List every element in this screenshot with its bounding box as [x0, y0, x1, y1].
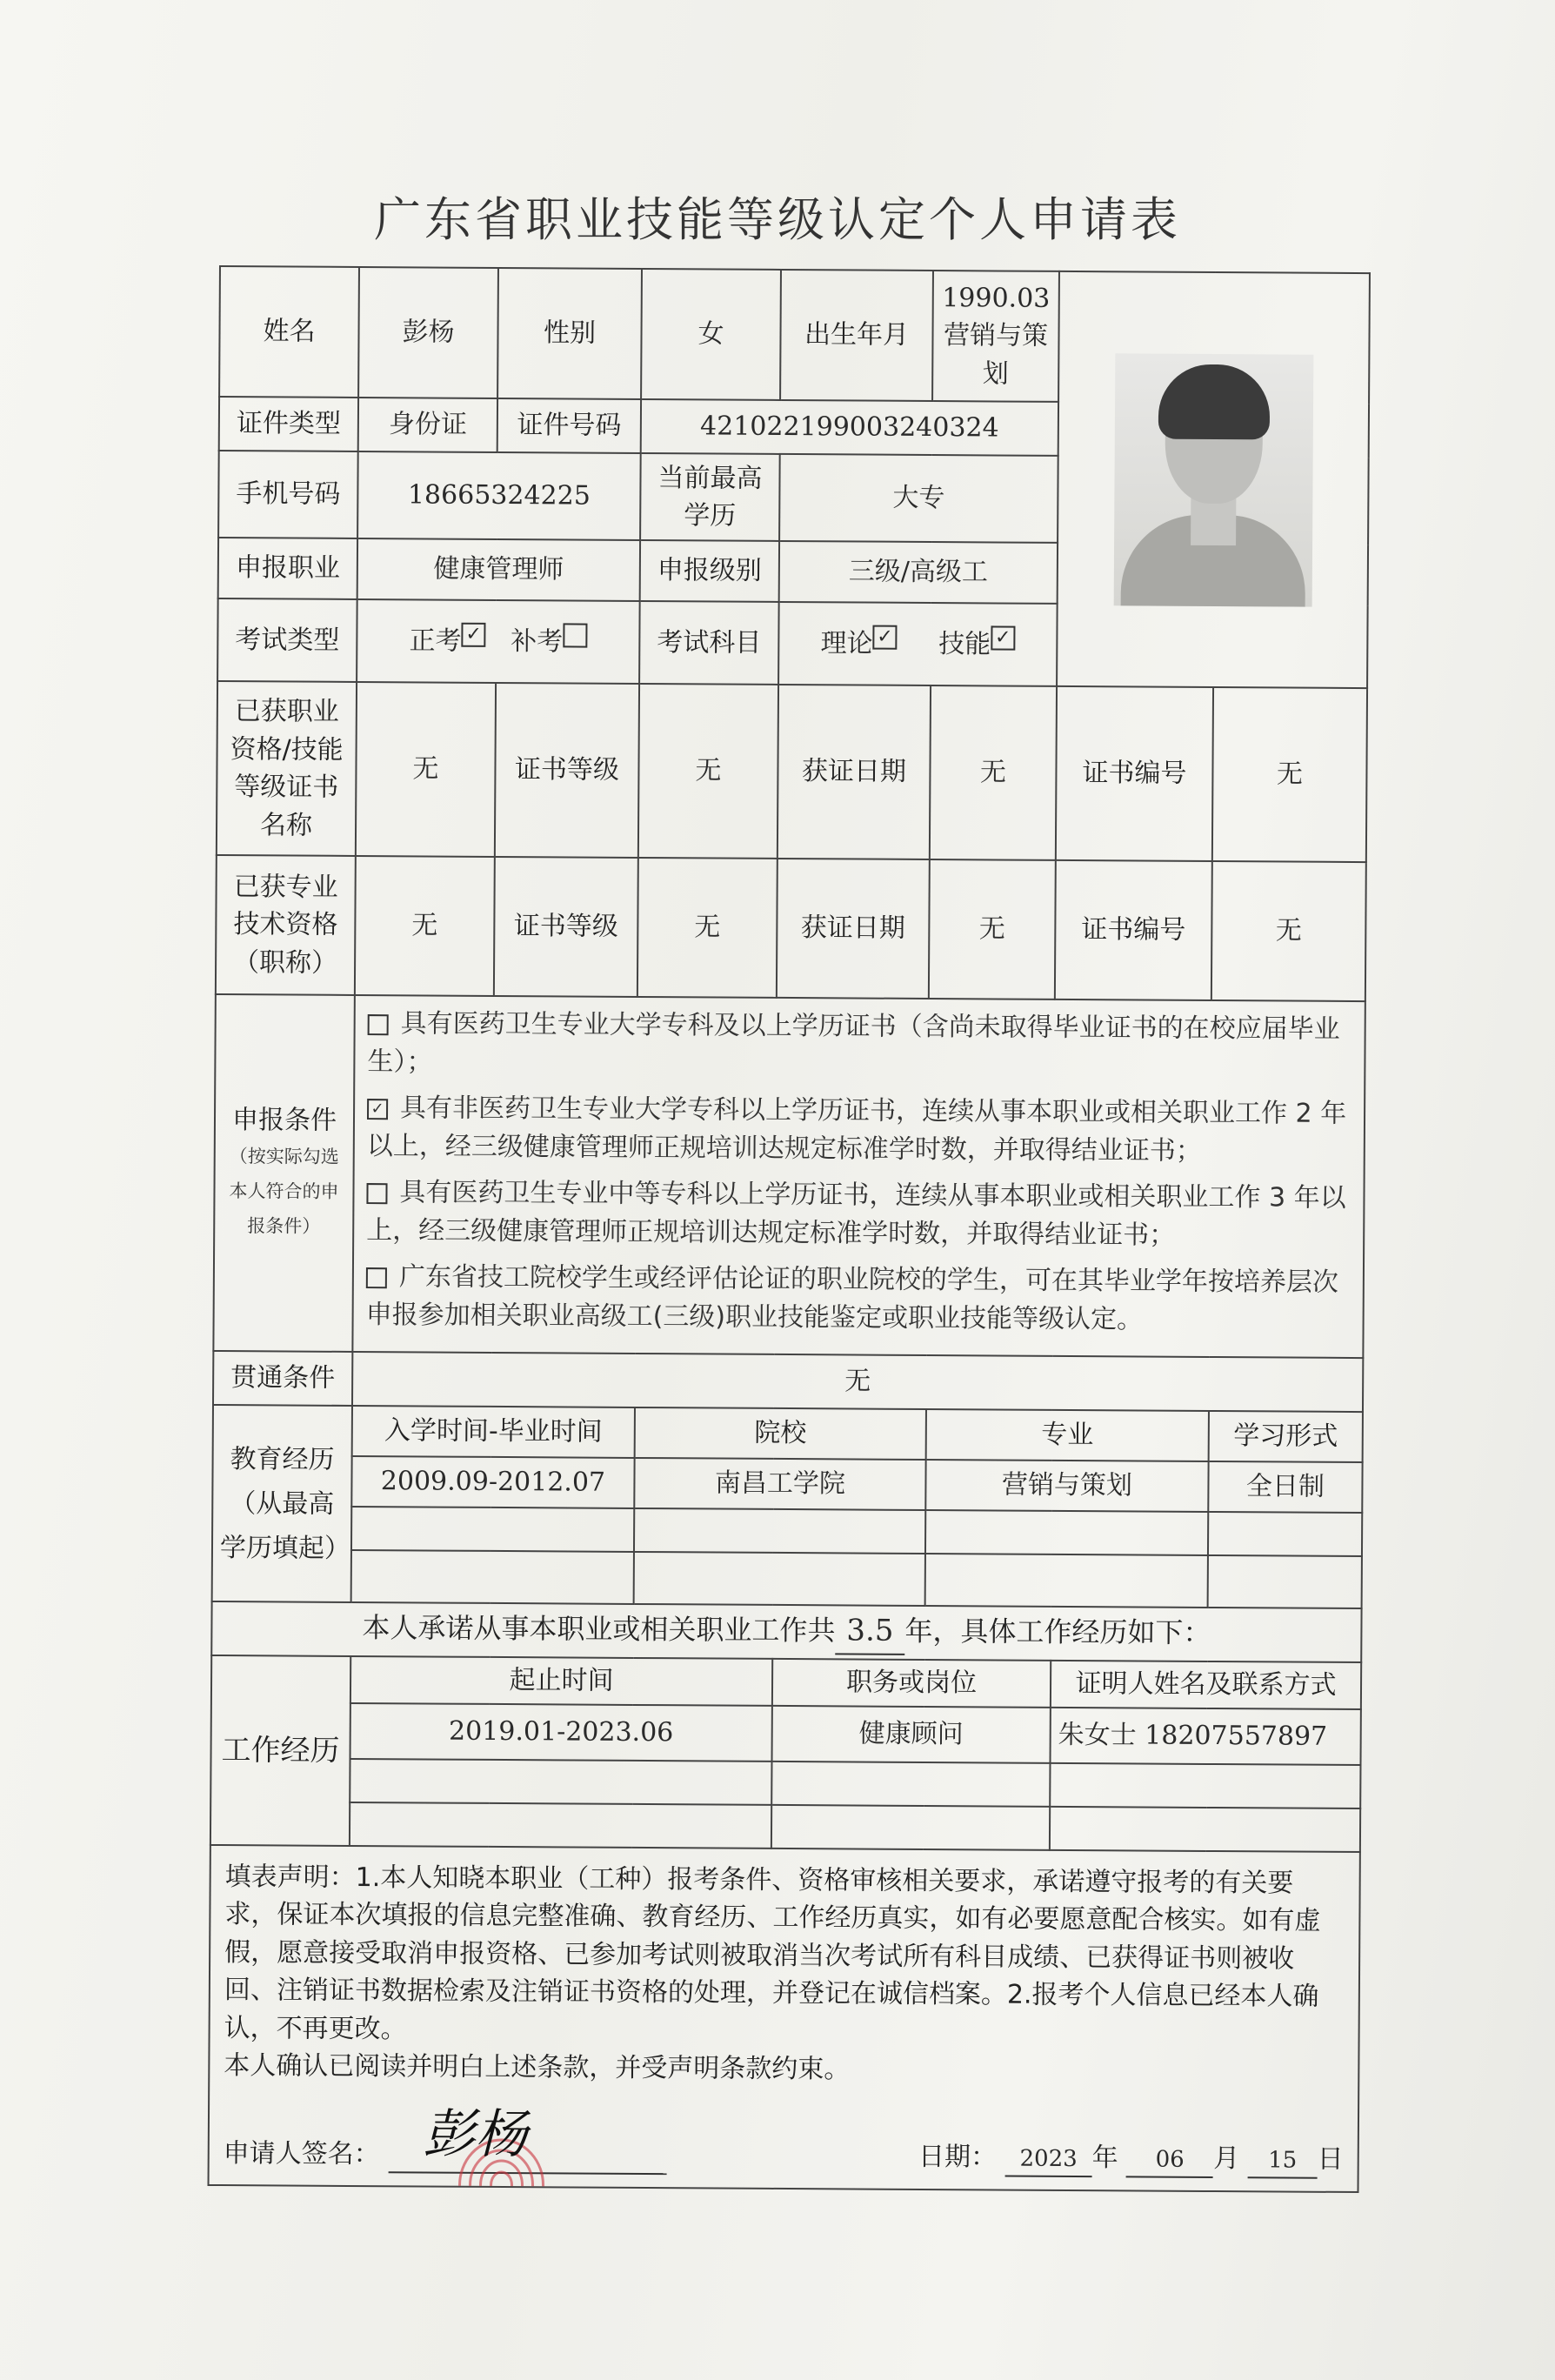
edu-major: 营销与策划 — [925, 1460, 1208, 1512]
exam-type-options — [357, 599, 640, 684]
table-row — [212, 1455, 1362, 1513]
qual-cert-name: 无 — [356, 682, 496, 857]
date-area: 日期： 2023 年 06 月 15 日 — [918, 2137, 1344, 2179]
edu-label: 当前最高学历 — [640, 453, 780, 541]
work-header-reference: 证明人姓名及联系方式 — [1051, 1661, 1361, 1709]
name-label: 姓名 — [219, 266, 359, 398]
job-label: 申报职业 — [218, 538, 357, 599]
condition-item: 广东省技工院校学生或经评估论证的职业院校的学生，可在其毕业学年按培养层次申报参加相关职业高级工(三级)职业技能鉴定或职业技能等级认定。 — [365, 1261, 1338, 1335]
qual-cert-no-value: 无 — [1212, 687, 1367, 862]
application-form — [208, 265, 1371, 2193]
phone-label: 手机号码 — [218, 451, 358, 538]
table-row — [210, 1801, 1360, 1851]
table-row — [211, 1701, 1361, 1764]
gender-label: 性别 — [497, 268, 642, 399]
sign-label: 申请人签名： — [223, 2137, 380, 2169]
edu-mode: 全日制 — [1208, 1461, 1362, 1513]
edu-header-school: 院校 — [635, 1407, 926, 1460]
subject-theory-checkbox[interactable]: ✓ — [872, 625, 897, 649]
tech-title-level-value: 无 — [637, 858, 778, 998]
signature-line[interactable] — [388, 2103, 666, 2175]
id-type-value: 身份证 — [358, 398, 497, 452]
tech-title-no-label: 证书编号 — [1055, 860, 1212, 1000]
subject-skill-text: 技能 — [938, 628, 991, 660]
id-no-value: 421022199003240324 — [641, 399, 1058, 456]
promise-years: 3.5 — [835, 1610, 904, 1655]
conditions-list — [352, 995, 1365, 1358]
edu-header-mode: 学习形式 — [1209, 1411, 1363, 1462]
tech-title-level-label: 证书等级 — [494, 857, 638, 997]
tech-title-label: 已获专业技术资格（职称） — [216, 855, 356, 995]
work-period: 2019.01-2023.06 — [350, 1702, 772, 1761]
exam-regular-checkbox[interactable]: ✓ — [462, 622, 486, 646]
tech-title-date-label: 获证日期 — [777, 859, 930, 999]
qual-cert-level-label: 证书等级 — [495, 683, 639, 858]
work-header-position: 职务或岗位 — [772, 1659, 1051, 1707]
date-month: 06 — [1126, 2143, 1213, 2178]
applicant-photo — [1113, 353, 1313, 606]
through-label: 贯通条件 — [213, 1351, 352, 1406]
exam-type-label: 考试类型 — [217, 598, 357, 682]
condition-item: 具有医药卫生专业中等专科以上学历证书，连续从事本职业或相关职业工作 3 年以上，经三级健康管理师正规培训达规定标准学时数，并取得结业证书； — [366, 1177, 1346, 1251]
birth-extra: 营销与策划 — [943, 320, 1049, 390]
birth-label: 出生年月 — [780, 270, 933, 401]
edu-header-major: 专业 — [926, 1409, 1209, 1461]
tech-title-name: 无 — [355, 856, 495, 996]
level-value: 三级/高级工 — [779, 541, 1058, 604]
declaration-block — [209, 1844, 1360, 2192]
work-promise — [211, 1601, 1361, 1662]
table-row — [212, 1506, 1362, 1556]
exam-makeup-text: 补考 — [511, 625, 564, 658]
condition-4-checkbox[interactable] — [366, 1267, 387, 1288]
exam-regular-text: 正考 — [409, 625, 462, 657]
birth-value-cell — [932, 271, 1059, 402]
qual-cert-date-value: 无 — [930, 685, 1057, 860]
photo-cell — [1057, 271, 1370, 688]
condition-3-checkbox[interactable] — [366, 1183, 387, 1204]
condition-item: ✓ 具有非医药卫生专业大学专科以上学历证书，连续从事本职业或相关职业工作 2 年以上，经三级健康管理师正规培训达规定标准学时数，并取得结业证书； — [366, 1093, 1347, 1167]
date-year: 2023 — [1004, 2143, 1091, 2177]
through-value: 无 — [352, 1352, 1363, 1412]
work-position: 健康顾问 — [772, 1705, 1051, 1762]
edu-period: 2009.09-2012.07 — [351, 1456, 634, 1508]
table-row — [210, 1757, 1360, 1808]
signature-area — [223, 2103, 667, 2176]
id-no-label: 证件号码 — [497, 398, 641, 453]
signature-row — [223, 2103, 1344, 2180]
education-label: 教育经历（从最高学历填起） — [212, 1405, 352, 1602]
conditions-sublabel: （按实际勾选本人符合的申报条件） — [229, 1145, 339, 1237]
id-type-label: 证件类型 — [219, 397, 358, 451]
subject-options — [778, 602, 1058, 686]
promise-suffix: 年，具体工作经历如下： — [904, 1615, 1211, 1650]
qual-cert-no-label: 证书编号 — [1056, 686, 1213, 861]
work-header-period: 起止时间 — [350, 1656, 772, 1705]
subject-theory-text: 理论 — [820, 627, 873, 659]
edu-school: 南昌工学院 — [634, 1458, 925, 1510]
declaration-confirm: 本人确认已阅读并明白上述条款，并受声明条款约束。 — [224, 2050, 851, 2085]
declaration-text: 填表声明：1.本人知晓本职业（工种）报考条件、资格审核相关要求，承诺遵守报考的有关要求，保证本次填报的信息完整准确、教育经历、工作经历真实，如有必要愿意配合核实。如有虚假，愿意接受取消申报资格、已参加考试则被取消当次考试所有科目成绩、已获得证书则被收回、注销证书数据检索及注销证书资格的处理，并登记在诚信档案。2.报考个人信息已经本人确认，不再更改。 — [224, 1861, 1321, 2044]
table-row — [212, 1549, 1362, 1608]
phone-value: 18665324225 — [357, 451, 641, 540]
name-value: 彭杨 — [358, 267, 498, 398]
qual-cert-date-label: 获证日期 — [778, 685, 931, 859]
conditions-label-cell — [213, 994, 355, 1352]
subject-label: 考试科目 — [639, 601, 779, 685]
condition-item: 具有医药卫生专业大学专科及以上学历证书（含尚未取得毕业证书的在校应届毕业生）； — [367, 1008, 1340, 1078]
gender-value: 女 — [641, 269, 781, 400]
condition-1-checkbox[interactable] — [368, 1014, 389, 1035]
promise-prefix: 本人承诺从事本职业或相关职业工作共 — [362, 1611, 836, 1648]
tech-title-date-value: 无 — [929, 859, 1056, 999]
form-title: 广东省职业技能等级认定个人申请表 — [374, 192, 1181, 247]
date-day: 15 — [1248, 2144, 1318, 2179]
edu-header-period: 入学时间-毕业时间 — [352, 1406, 635, 1458]
edu-value: 大专 — [779, 454, 1058, 543]
level-label: 申报级别 — [640, 540, 779, 602]
applicant-signature: 彭杨 — [423, 2103, 528, 2166]
qual-cert-level-value: 无 — [638, 684, 778, 859]
qual-cert-label: 已获职业资格/技能等级证书名称 — [217, 681, 357, 856]
tech-title-no-value: 无 — [1211, 861, 1366, 1001]
job-value: 健康管理师 — [357, 538, 640, 601]
subject-skill-checkbox[interactable]: ✓ — [991, 625, 1015, 650]
work-label: 工作经历 — [210, 1655, 350, 1845]
exam-makeup-checkbox[interactable] — [563, 623, 587, 647]
conditions-label: 申报条件 — [231, 1105, 337, 1137]
birth-value: 1990.03 — [942, 282, 1051, 314]
condition-2-checkbox[interactable]: ✓ — [367, 1099, 388, 1120]
work-reference: 朱女士 18207557897 — [1051, 1707, 1361, 1764]
